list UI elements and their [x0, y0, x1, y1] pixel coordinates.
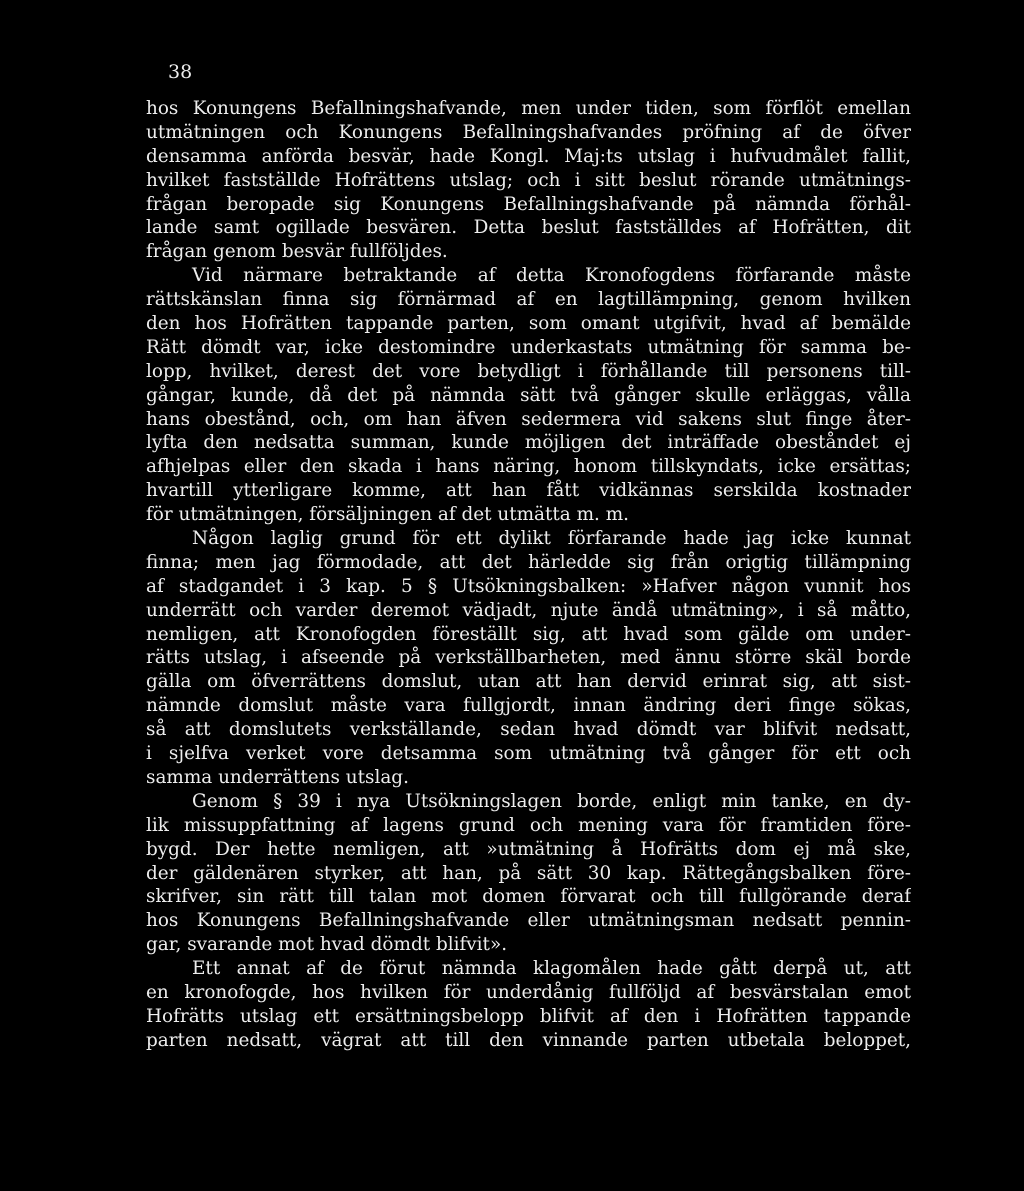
text-line: för utmätningen, försäljningen af det utmätta m. m.	[146, 504, 630, 526]
text-line: så att domslutets verkställande, sedan hvad dömdt var blifvit nedsatt,	[146, 719, 911, 741]
text-line: frågan beropade sig Konungens Befallningshafvande på nämnda förhål-	[146, 193, 911, 215]
text-line: der gäldenären styrker, att han, på sätt 30 kap. Rättegångsbalken före-	[146, 862, 911, 884]
text-line: af stadgandet i 3 kap. 5 § Utsökningsbalken: »Hafver någon vunnit hos	[146, 575, 911, 597]
text-line: finna; men jag förmodade, att det härledde sig från origtig tillämpning	[146, 551, 911, 573]
text-line: lopp, hvilket, derest det vore betydligt i förhållande till personens till-	[146, 360, 911, 382]
text-line: gångar, kunde, då det på nämnda sätt två gånger skulle erläggas, vålla	[146, 384, 911, 406]
text-line: i sjelfva verket vore detsamma som utmätning två gånger för ett och	[146, 743, 911, 765]
text-line: nemligen, att Kronofogden föreställt sig, att hvad som gälde om under-	[146, 623, 911, 645]
text-line: rätts utslag, i afseende på verkställbarheten, med ännu större skäl borde	[146, 647, 911, 669]
text-line: parten nedsatt, vägrat att till den vinnande parten utbetala beloppet,	[146, 1029, 911, 1051]
text-line: bygd. Der hette nemligen, att »utmätning å Hofrätts dom ej må ske,	[146, 838, 911, 860]
text-line: utmätningen och Konungens Befallningshafvandes pröfning af de öfver	[146, 121, 911, 143]
text-line: en kronofogde, hos hvilken för underdånig fullföljd af besvärstalan emot	[146, 981, 911, 1003]
text-line: hvilket fastställde Hofrättens utslag; och i sitt beslut rörande utmätnings-	[146, 169, 911, 191]
text-line: Vid närmare betraktande af detta Kronofogdens förfarande måste	[192, 265, 911, 287]
text-line: hans obestånd, och, om han äfven sedermera vid sakens slut finge åter-	[146, 408, 911, 430]
text-line: lik missuppfattning af lagens grund och mening vara för framtiden före-	[146, 814, 911, 836]
text-line: hos Konungens Befallningshafvande eller utmätningsman nedsatt pennin-	[146, 910, 911, 932]
text-line: hos Konungens Befallningshafvande, men under tiden, som förflöt emellan	[146, 98, 911, 119]
text-line: gälla om öfverrättens domslut, utan att han dervid erinrat sig, att sist-	[146, 671, 911, 693]
text-line: Någon laglig grund för ett dylikt förfarande hade jag icke kunnat	[192, 528, 911, 550]
text-line: rättskänslan finna sig förnärmad af en lagtillämpning, genom hvilken	[146, 289, 911, 311]
text-line: samma underrättens utslag.	[146, 766, 409, 788]
text-line: densamma anförda besvär, hade Kongl. Maj:ts utslag i hufvudmålet fallit,	[146, 145, 911, 167]
body-text	[146, 97, 911, 1053]
text-line: den hos Hofrätten tappande parten, som omant utgifvit, hvad af bemälde	[146, 313, 911, 335]
page-number: 38	[168, 61, 193, 83]
text-line: lande samt ogillade besvären. Detta beslut fastställdes af Hofrätten, dit	[146, 217, 911, 239]
text-line: nämnde domslut måste vara fullgjordt, innan ändring deri finge sökas,	[146, 695, 911, 717]
text-line: lyfta den nedsatta summan, kunde möjligen det inträffade obeståndet ej	[146, 432, 911, 454]
text-line: Rätt dömdt var, icke destomindre underkastats utmätning för samma be-	[146, 336, 911, 358]
text-line: frågan genom besvär fullföljdes.	[146, 241, 448, 263]
text-line: Genom § 39 i nya Utsökningslagen borde, enligt min tanke, en dy-	[192, 790, 911, 812]
text-line: skrifver, sin rätt till talan mot domen förvarat och till fullgörande deraf	[146, 886, 911, 908]
text-line: Ett annat af de förut nämnda klagomålen hade gått derpå ut, att	[192, 958, 911, 980]
text-line: Hofrätts utslag ett ersättningsbelopp blifvit af den i Hofrätten tappande	[146, 1005, 911, 1027]
text-line: afhjelpas eller den skada i hans näring, honom tillskyndats, icke ersättas;	[146, 456, 911, 478]
text-line: gar, svarande mot hvad dömdt blifvit».	[146, 934, 508, 956]
text-line: hvartill ytterligare komme, att han fått vidkännas serskilda kostnader	[146, 480, 911, 502]
text-line: underrätt och varder deremot vädjadt, njute ändå utmätning», i så måtto,	[146, 599, 911, 621]
